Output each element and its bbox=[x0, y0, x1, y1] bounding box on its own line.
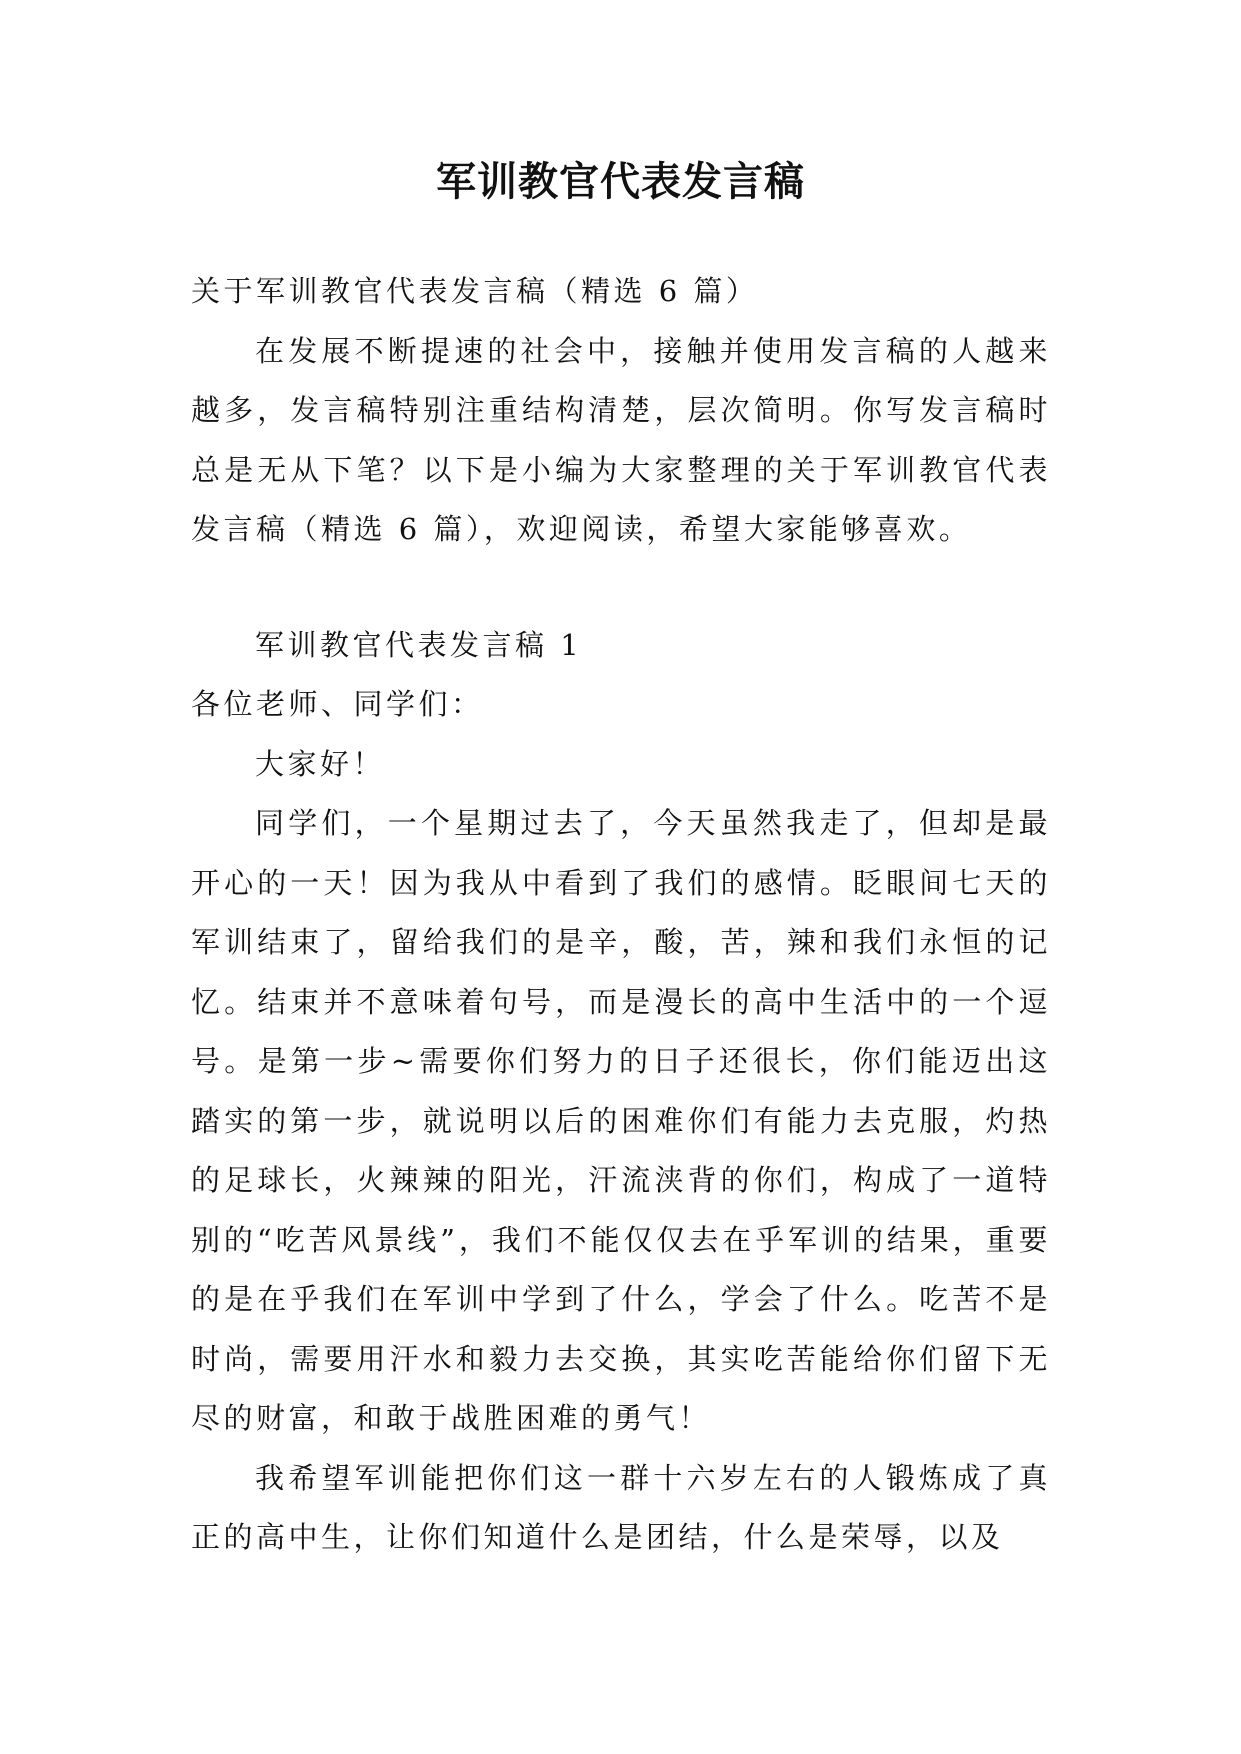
speech-paragraph-1: 同学们，一个星期过去了，今天虽然我走了，但却是最开心的一天！因为我从中看到了我们的感情。眨眼间七天的军训结束了，留给我们的是辛，酸，苦，辣和我们永恒的记忆。结束并不意味着句号，而是漫长的高中生活中的一个逗号。是第一步~需要你们努力的日子还很长，你们能迈出这踏实的第一步，就说明以后的困难你们有能力去克服，灼热的足球长，火辣辣的阳光，汗流浃背的你们，构成了一道特别的“吃苦风景线”，我们不能仅仅去在乎军训的结果，重要的是在乎我们在军训中学到了什么，学会了什么。吃苦不是时尚，需要用汗水和毅力去交换，其实吃苦能给你们留下无尽的财富，和敢于战胜困难的勇气！ bbox=[191, 806, 1051, 1435]
salutation: 各位老师、同学们： bbox=[191, 687, 484, 721]
section-heading: 军训教官代表发言稿 1 bbox=[255, 627, 583, 662]
intro-line: 关于军训教官代表发言稿（精选 6 篇） bbox=[191, 274, 759, 308]
greeting: 大家好！ bbox=[255, 746, 386, 781]
document-title: 军训教官代表发言稿 bbox=[436, 159, 805, 205]
intro-paragraph: 在发展不断提速的社会中，接触并使用发言稿的人越来越多，发言稿特别注重结构清楚，层次简明。你写发言稿时总是无从下笔？以下是小编为大家整理的关于军训教官代表发言稿（精选 6 篇），欢迎阅读，希望大家能够喜欢。 bbox=[191, 333, 1051, 546]
document-body bbox=[191, 262, 1051, 1568]
section-spacer bbox=[191, 560, 1051, 616]
speech-paragraph-2: 我希望军训能把你们这一群十六岁左右的人锻炼成了真正的高中生，让你们知道什么是团结，什么是荣辱，以及 bbox=[191, 1460, 1051, 1554]
